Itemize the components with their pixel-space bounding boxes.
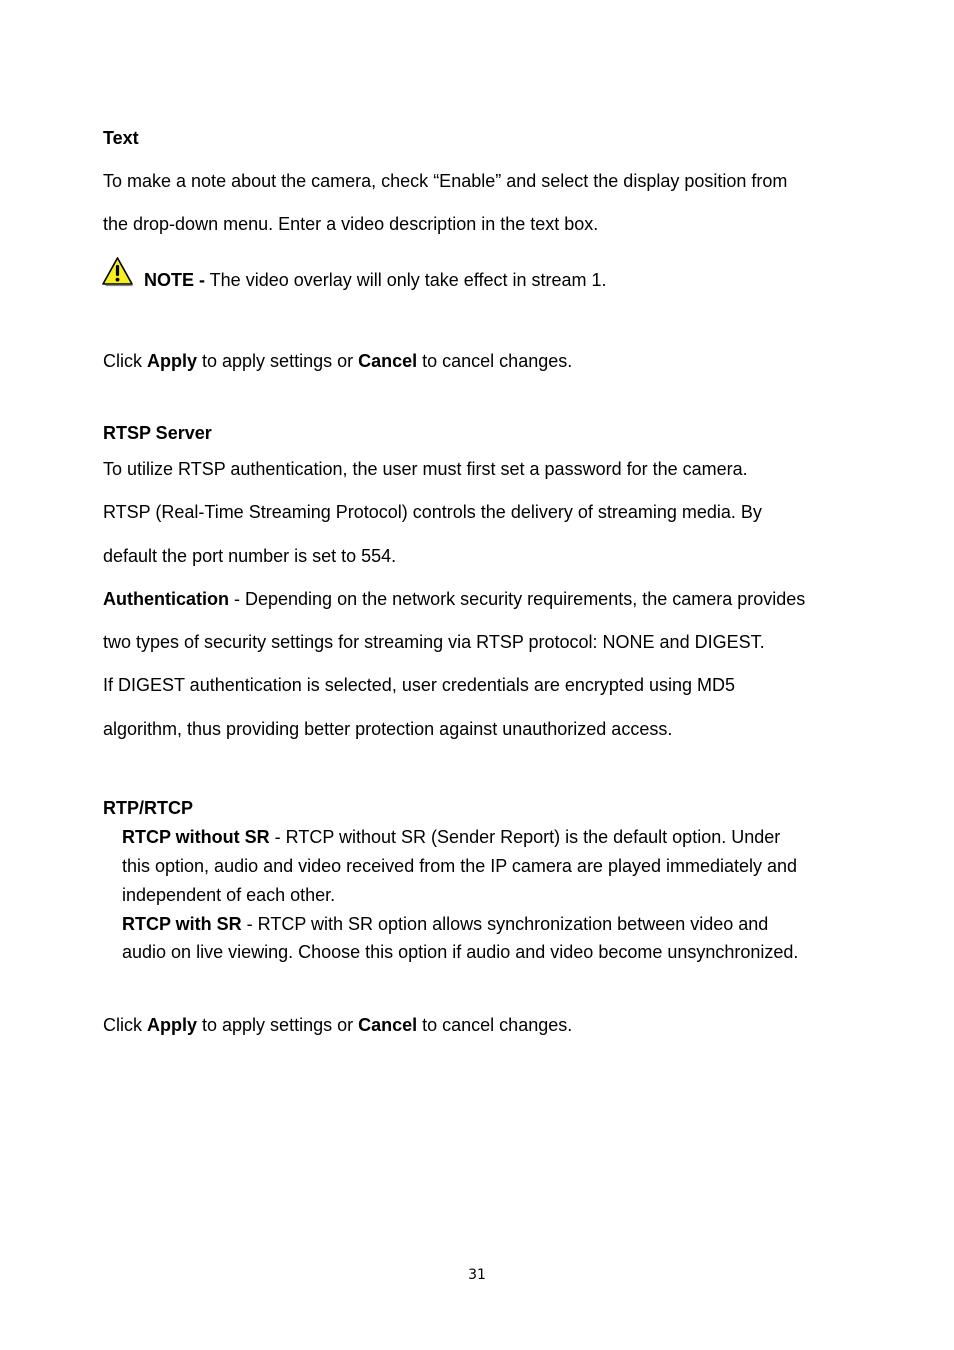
text-section-line-2: the drop-down menu. Enter a video description in the text box. [103, 214, 599, 234]
rtcp-without-sr-line-2: this option, audio and video received from the IP camera are played immediately and [122, 856, 798, 876]
rtcp-without-sr-line-3: independent of each other. [122, 885, 336, 905]
text-section-line-1: To make a note about the camera, check “Enable” and select the display position from [103, 171, 788, 191]
section-heading-rtsp-server: RTSP Server [103, 423, 212, 443]
authentication-line-1: Authentication - Depending on the network security requirements, the camera provides [103, 589, 806, 609]
rtsp-line-3: default the port number is set to 554. [103, 546, 397, 566]
note-text: NOTE - The video overlay will only take effect in stream 1. [144, 270, 607, 290]
authentication-line-4: algorithm, thus providing better protection against unauthorized access. [103, 719, 673, 739]
apply-cancel-instruction-1: Click Apply to apply settings or Cancel to cancel changes. [103, 351, 573, 371]
rtcp-with-sr-line-1: RTCP with SR - RTCP with SR option allows synchronization between video and [122, 914, 769, 934]
authentication-line-3: If DIGEST authentication is selected, user credentials are encrypted using MD5 [103, 675, 735, 695]
rtsp-line-2: RTSP (Real-Time Streaming Protocol) controls the delivery of streaming media. By [103, 502, 762, 522]
section-heading-text: Text [103, 128, 139, 148]
page-number: 31 [468, 1267, 486, 1283]
authentication-line-2: two types of security settings for streaming via RTSP protocol: NONE and DIGEST. [103, 632, 765, 652]
apply-cancel-instruction-2: Click Apply to apply settings or Cancel to cancel changes. [103, 1015, 573, 1035]
section-heading-rtp-rtcp: RTP/RTCP [103, 798, 193, 818]
rtsp-line-1: To utilize RTSP authentication, the user must first set a password for the camera. [103, 459, 748, 479]
rtcp-with-sr-line-2: audio on live viewing. Choose this option if audio and video become unsynchronized. [122, 942, 799, 962]
rtcp-without-sr-line-1: RTCP without SR - RTCP without SR (Sender Report) is the default option. Under [122, 827, 781, 847]
warning-icon [101, 256, 134, 287]
